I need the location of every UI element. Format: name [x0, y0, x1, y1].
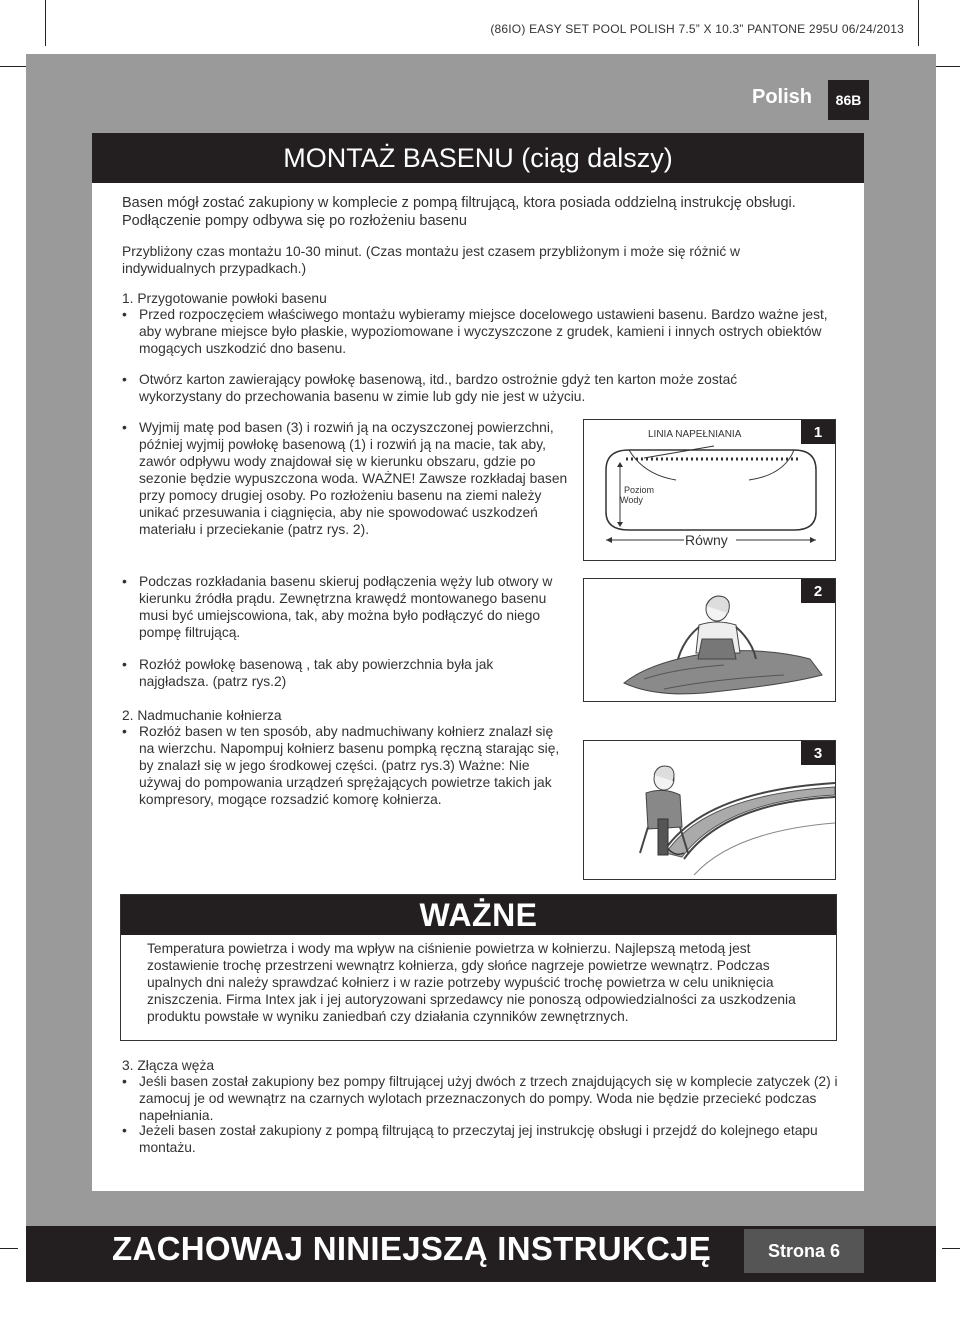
bullet: •	[122, 723, 127, 739]
inflating-collar-illustration	[584, 741, 835, 879]
crop-mark	[0, 1248, 18, 1249]
figure-3-inflating-illustration	[583, 740, 836, 880]
figure-1-number: 1	[801, 420, 835, 444]
water-level-label-2: Wody	[620, 495, 643, 505]
page-number: Strona 6	[744, 1229, 864, 1273]
level-label: Równy	[685, 532, 728, 548]
important-notice-box	[120, 894, 837, 1041]
page-title: MONTAŻ BASENU (ciąg dalszy)	[92, 133, 864, 183]
print-header: (86IO) EASY SET POOL POLISH 7.5” X 10.3” PANTONE 295U 06/24/2013	[490, 22, 904, 36]
bullet: •	[122, 306, 127, 322]
bullet: •	[122, 1122, 127, 1138]
crop-mark	[942, 1248, 960, 1249]
bullet: •	[122, 419, 127, 435]
step1-bullet-1: Przed rozpoczęciem właściwego montażu wybieramy miejsce docelowego ustawieni basenu. Bardzo ważne jest, aby wybrane miejsce było płaskie, wypoziomowane i wyczyszczone z grudek, kamieni i innych ostrych obiektów mogących uszkodzić dno basenu.	[139, 307, 828, 356]
important-text: Temperatura powietrza i wody ma wpływ na ciśnienie powietrza w kołnierzu. Najlepszą metodą jest zostawienie trochę przestrzeni wewnątrz kołnierza, gdy słońce nagrzeje powietrze wewnątrz. Podczas upalnych dni należy sprawdzać kołnierz i w razie potrzeby wypuścić trochę powietrza w celu uniknięcia zniszczenia. Firma Intex jak i jej autoryzowani sprzedawcy nie ponoszą odpowiedzialności za uszkodzenia produktu powstałe w wyniku zaniedbań czy działania czynników zewnętrznych.	[147, 941, 796, 1024]
bullet: •	[122, 1073, 127, 1089]
important-heading: WAŻNE	[121, 895, 836, 935]
figure-1-pool-diagram	[583, 419, 836, 561]
figure-2-number: 2	[801, 579, 835, 603]
step1-bullet-5: Rozłóż powłokę basenową , tak aby powierzchnia była jak najgładsza. (patrz rys.2)	[139, 657, 494, 689]
step1-heading: 1. Przygotowanie powłoki basenu	[122, 291, 327, 306]
step2-heading: 2. Nadmuchanie kołnierza	[122, 708, 282, 723]
step2-bullet-1: Rozłóż basen w ten sposób, aby nadmuchiwany kołnierz znalazł się na wierzchu. Napompuj kołnierz basenu pompką ręczną starając się, by znalazł się w jego środkowej części. (patrz rys.3) Ważne: Nie używaj do pompowania urządzeń sprężających powietrze takich jak kompresory, mogące rozsadzić komorę kołnierza.	[139, 724, 560, 807]
bullet: •	[122, 371, 127, 387]
intro-paragraph-2: Przybliżony czas montażu 10-30 minut. (Czas montażu jest czasem przybliżonym i może się różnić w indywidualnych przypadkach.)	[122, 244, 741, 276]
figure-2-unfolding-illustration	[583, 578, 836, 702]
language-label: Polish	[752, 86, 813, 108]
crop-mark	[918, 0, 919, 46]
step3-bullet-1: Jeśli basen został zakupiony bez pompy filtrującej użyj dwóch z trzech znajdujących się w komplecie zatyczek (2) i zamocuj je od wewnątrz na czarnych wylotach przeznaczonych do pompy. Woda nie będzie przeciekć podczas napełniania.	[139, 1074, 838, 1123]
unfolding-pool-illustration	[584, 579, 835, 701]
step3-bullet-2: Jeżeli basen został zakupiony z pompą filtrującą to przeczytaj jej instrukcję obsługi i przejdź do kolejnego etapu montażu.	[139, 1123, 818, 1155]
step3-heading: 3. Złącza węża	[122, 1058, 215, 1073]
page-code-badge: 86B	[828, 80, 869, 120]
crop-mark	[45, 0, 46, 46]
bullet: •	[122, 656, 127, 672]
step1-bullet-4: Podczas rozkładania basenu skieruj podłączenia węży lub otwory w kierunku źródła prądu. Zewnętrzna krawędź montowanego basenu musi być umiejscowiona, tak, aby można było podłączyć do niego pompę filtrującą.	[139, 574, 553, 640]
footer-title: ZACHOWAJ NINIEJSZĄ INSTRUKCJĘ	[112, 1230, 712, 1267]
fill-line-label: LINIA NAPEŁNIANIA	[648, 429, 742, 440]
water-level-label-1: Poziom	[624, 485, 655, 495]
step1-bullet-3: Wyjmij matę pod basen (3) i rozwiń ją na oczyszczonej powierzchni, później wyjmij powłokę basenową (1) i rozwiń ją na macie, tak aby, zawór odpływu wody znajdował się w kierunku obszaru, gdzie po sezonie będzie wypuszczona woda. WAŻNE! Zawsze rozkładaj basen przy pomocy drugiej osoby. Po rozłożeniu basenu na ziemi należy unikać przesuwania i ciągnięcia, aby nie spowodować uszkodzeń materiału i przeciekanie (patrz rys. 2).	[139, 420, 568, 537]
step1-bullet-2: Otwórz karton zawierający powłokę basenową, itd., bardzo ostrożnie gdyż ten karton może zostać wykorzystany do przechowania basenu w zimie lub gdy nie jest w użyciu.	[139, 372, 738, 404]
intro-paragraph-1: Basen mógł zostać zakupiony w komplecie z pompą filtrującą, ktora posiada oddzielną instrukcję obsługi. Podłączenie pompy odbywa się po rozłożeniu basenu	[122, 195, 796, 229]
bullet: •	[122, 573, 127, 589]
figure-3-number: 3	[801, 741, 835, 765]
